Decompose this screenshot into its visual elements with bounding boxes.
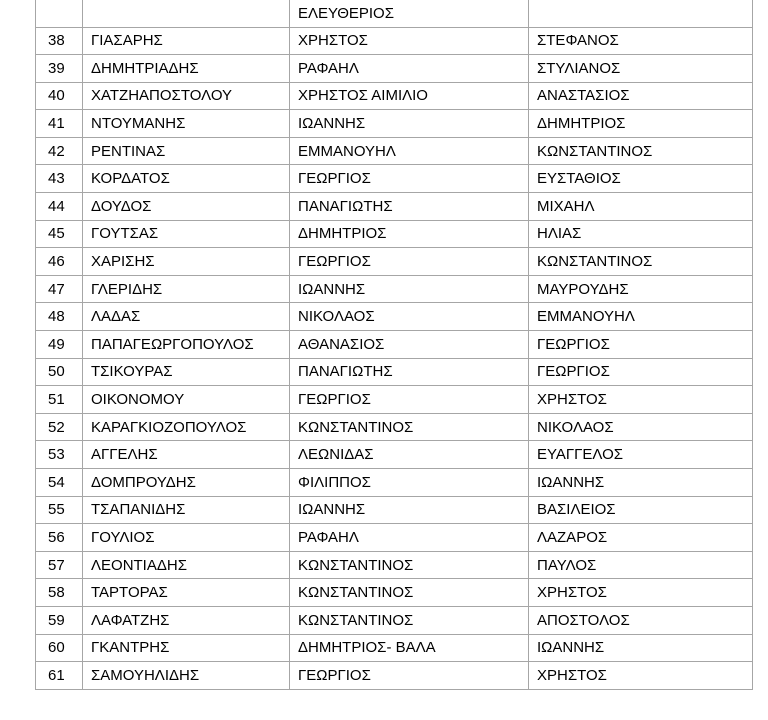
first-name-cell: ΛΕΩΝΙΔΑΣ xyxy=(290,441,529,469)
surname-cell: ΚΑΡΑΓΚΙΟΖΟΠΟΥΛΟΣ xyxy=(83,413,290,441)
row-number-cell: 45 xyxy=(36,220,83,248)
surname-cell: ΓΟΥΛΙΟΣ xyxy=(83,524,290,552)
father-name-cell: ΜΙΧΑΗΛ xyxy=(529,193,753,221)
father-name-cell: ΝΙΚΟΛΑΟΣ xyxy=(529,413,753,441)
row-number-cell: 54 xyxy=(36,469,83,497)
first-name-cell: ΦΙΛΙΠΠΟΣ xyxy=(290,469,529,497)
first-name-cell: ΠΑΝΑΓΙΩΤΗΣ xyxy=(290,193,529,221)
table-row xyxy=(36,137,753,165)
names-table-body xyxy=(36,0,753,689)
table-row xyxy=(36,165,753,193)
surname-cell: ΔΗΜΗΤΡΙΑΔΗΣ xyxy=(83,55,290,83)
surname-cell: ΚΟΡΔΑΤΟΣ xyxy=(83,165,290,193)
table-row xyxy=(36,82,753,110)
row-number-cell: 48 xyxy=(36,303,83,331)
father-name-cell: ΑΝΑΣΤΑΣΙΟΣ xyxy=(529,82,753,110)
surname-cell: ΛΕΟΝΤΙΑΔΗΣ xyxy=(83,551,290,579)
surname-cell: ΑΓΓΕΛΗΣ xyxy=(83,441,290,469)
surname-cell: ΛΑΦΑΤΖΗΣ xyxy=(83,606,290,634)
row-number-cell: 39 xyxy=(36,55,83,83)
table-row xyxy=(36,662,753,690)
table-row xyxy=(36,110,753,138)
surname-cell: ΤΣΑΠΑΝΙΔΗΣ xyxy=(83,496,290,524)
surname-cell: ΟΙΚΟΝΟΜΟΥ xyxy=(83,386,290,414)
table-row xyxy=(36,220,753,248)
table-row xyxy=(36,634,753,662)
row-number-cell: 40 xyxy=(36,82,83,110)
table-row xyxy=(36,469,753,497)
row-number-cell: 60 xyxy=(36,634,83,662)
row-number-cell: 42 xyxy=(36,137,83,165)
father-name-cell: ΠΑΥΛΟΣ xyxy=(529,551,753,579)
table-row xyxy=(36,55,753,83)
father-name-cell: ΙΩΑΝΝΗΣ xyxy=(529,634,753,662)
first-name-cell: ΝΙΚΟΛΑΟΣ xyxy=(290,303,529,331)
surname-cell: ΔΟΥΔΟΣ xyxy=(83,193,290,221)
surname-cell: ΓΙΑΣΑΡΗΣ xyxy=(83,27,290,55)
father-name-cell: ΣΤΕΦΑΝΟΣ xyxy=(529,27,753,55)
father-name-cell: ΙΩΑΝΝΗΣ xyxy=(529,469,753,497)
father-name-cell: ΣΤΥΛΙΑΝΟΣ xyxy=(529,55,753,83)
row-number-cell: 53 xyxy=(36,441,83,469)
surname-cell: ΤΑΡΤΟΡΑΣ xyxy=(83,579,290,607)
first-name-cell: ΡΑΦΑΗΛ xyxy=(290,524,529,552)
names-table xyxy=(35,0,753,690)
father-name-cell: ΕΜΜΑΝΟΥΗΛ xyxy=(529,303,753,331)
surname-cell: ΤΣΙΚΟΥΡΑΣ xyxy=(83,358,290,386)
first-name-cell: ΔΗΜΗΤΡΙΟΣ xyxy=(290,220,529,248)
father-name-cell: ΧΡΗΣΤΟΣ xyxy=(529,662,753,690)
first-name-cell: ΧΡΗΣΤΟΣ ΑΙΜΙΛΙΟ xyxy=(290,82,529,110)
first-name-cell: ΓΕΩΡΓΙΟΣ xyxy=(290,165,529,193)
father-name-cell xyxy=(529,0,753,27)
father-name-cell: ΧΡΗΣΤΟΣ xyxy=(529,386,753,414)
father-name-cell: ΗΛΙΑΣ xyxy=(529,220,753,248)
first-name-cell: ΙΩΑΝΝΗΣ xyxy=(290,275,529,303)
father-name-cell: ΓΕΩΡΓΙΟΣ xyxy=(529,358,753,386)
row-number-cell: 47 xyxy=(36,275,83,303)
table-row xyxy=(36,413,753,441)
father-name-cell: ΕΥΑΓΓΕΛΟΣ xyxy=(529,441,753,469)
row-number-cell: 52 xyxy=(36,413,83,441)
surname-cell: ΛΑΔΑΣ xyxy=(83,303,290,331)
first-name-cell: ΓΕΩΡΓΙΟΣ xyxy=(290,662,529,690)
first-name-cell: ΧΡΗΣΤΟΣ xyxy=(290,27,529,55)
table-row xyxy=(36,331,753,359)
first-name-cell: ΕΛΕΥΘΕΡΙΟΣ xyxy=(290,0,529,27)
table-row xyxy=(36,551,753,579)
first-name-cell: ΚΩΝΣΤΑΝΤΙΝΟΣ xyxy=(290,579,529,607)
row-number-cell: 57 xyxy=(36,551,83,579)
row-number-cell xyxy=(36,0,83,27)
father-name-cell: ΔΗΜΗΤΡΙΟΣ xyxy=(529,110,753,138)
table-row xyxy=(36,496,753,524)
row-number-cell: 55 xyxy=(36,496,83,524)
row-number-cell: 56 xyxy=(36,524,83,552)
table-row xyxy=(36,606,753,634)
row-number-cell: 44 xyxy=(36,193,83,221)
table-row xyxy=(36,303,753,331)
father-name-cell: ΚΩΝΣΤΑΝΤΙΝΟΣ xyxy=(529,137,753,165)
father-name-cell: ΕΥΣΤΑΘΙΟΣ xyxy=(529,165,753,193)
table-row-continuation xyxy=(36,0,753,27)
table-row xyxy=(36,27,753,55)
row-number-cell: 49 xyxy=(36,331,83,359)
first-name-cell: ΔΗΜΗΤΡΙΟΣ- ΒΑΛΑ xyxy=(290,634,529,662)
father-name-cell: ΧΡΗΣΤΟΣ xyxy=(529,579,753,607)
table-row xyxy=(36,358,753,386)
father-name-cell: ΛΑΖΑΡΟΣ xyxy=(529,524,753,552)
row-number-cell: 50 xyxy=(36,358,83,386)
row-number-cell: 51 xyxy=(36,386,83,414)
first-name-cell: ΠΑΝΑΓΙΩΤΗΣ xyxy=(290,358,529,386)
row-number-cell: 61 xyxy=(36,662,83,690)
surname-cell: ΠΑΠΑΓΕΩΡΓΟΠΟΥΛΟΣ xyxy=(83,331,290,359)
table-row xyxy=(36,441,753,469)
first-name-cell: ΓΕΩΡΓΙΟΣ xyxy=(290,386,529,414)
row-number-cell: 59 xyxy=(36,606,83,634)
first-name-cell: ΙΩΑΝΝΗΣ xyxy=(290,110,529,138)
table-row xyxy=(36,579,753,607)
row-number-cell: 46 xyxy=(36,248,83,276)
row-number-cell: 38 xyxy=(36,27,83,55)
first-name-cell: ΡΑΦΑΗΛ xyxy=(290,55,529,83)
table-row xyxy=(36,524,753,552)
surname-cell: ΓΟΥΤΣΑΣ xyxy=(83,220,290,248)
surname-cell: ΓΛΕΡΙΔΗΣ xyxy=(83,275,290,303)
surname-cell: ΧΑΤΖΗΑΠΟΣΤΟΛΟΥ xyxy=(83,82,290,110)
first-name-cell: ΙΩΑΝΝΗΣ xyxy=(290,496,529,524)
father-name-cell: ΒΑΣΙΛΕΙΟΣ xyxy=(529,496,753,524)
surname-cell: ΣΑΜΟΥΗΛΙΔΗΣ xyxy=(83,662,290,690)
row-number-cell: 41 xyxy=(36,110,83,138)
surname-cell: ΝΤΟΥΜΑΝΗΣ xyxy=(83,110,290,138)
table-row xyxy=(36,275,753,303)
father-name-cell: ΓΕΩΡΓΙΟΣ xyxy=(529,331,753,359)
first-name-cell: ΚΩΝΣΤΑΝΤΙΝΟΣ xyxy=(290,413,529,441)
surname-cell: ΓΚΑΝΤΡΗΣ xyxy=(83,634,290,662)
table-row xyxy=(36,248,753,276)
row-number-cell: 58 xyxy=(36,579,83,607)
surname-cell: ΧΑΡΙΣΗΣ xyxy=(83,248,290,276)
father-name-cell: ΜΑΥΡΟΥΔΗΣ xyxy=(529,275,753,303)
first-name-cell: ΚΩΝΣΤΑΝΤΙΝΟΣ xyxy=(290,606,529,634)
first-name-cell: ΚΩΝΣΤΑΝΤΙΝΟΣ xyxy=(290,551,529,579)
surname-cell: ΡΕΝΤΙΝΑΣ xyxy=(83,137,290,165)
father-name-cell: ΚΩΝΣΤΑΝΤΙΝΟΣ xyxy=(529,248,753,276)
surname-cell xyxy=(83,0,290,27)
father-name-cell: ΑΠΟΣΤΟΛΟΣ xyxy=(529,606,753,634)
first-name-cell: ΓΕΩΡΓΙΟΣ xyxy=(290,248,529,276)
surname-cell: ΔΟΜΠΡΟΥΔΗΣ xyxy=(83,469,290,497)
table-row xyxy=(36,386,753,414)
row-number-cell: 43 xyxy=(36,165,83,193)
table-row xyxy=(36,193,753,221)
first-name-cell: ΑΘΑΝΑΣΙΟΣ xyxy=(290,331,529,359)
first-name-cell: ΕΜΜΑΝΟΥΗΛ xyxy=(290,137,529,165)
